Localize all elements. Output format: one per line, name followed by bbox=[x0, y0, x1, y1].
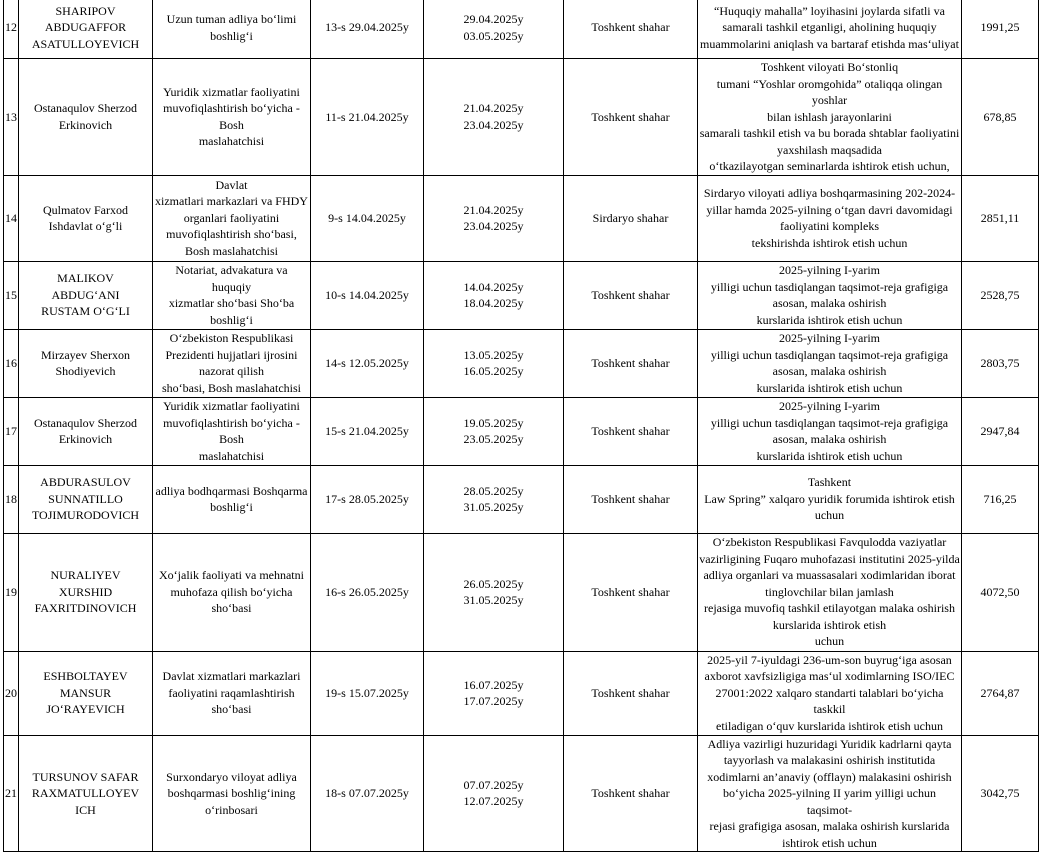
trip-dates-cell bbox=[424, 533, 564, 651]
table-body bbox=[4, 0, 1039, 852]
order-number-date-cell bbox=[311, 735, 424, 852]
trip-purpose-cell bbox=[698, 261, 962, 329]
order-number-date-cell bbox=[311, 651, 424, 735]
trip-purpose: 2025-yilning I-yarim yilligi uchun tasdiqlangan taqsimot-reja grafigiga asosan, malaka oshirish kurslarida ishtirok etish uchun bbox=[710, 263, 949, 327]
employee-name-cell bbox=[19, 261, 153, 329]
employee-position-cell bbox=[153, 59, 311, 176]
employee-name-cell bbox=[19, 735, 153, 852]
table-row bbox=[4, 0, 1039, 59]
trip-dates-cell bbox=[424, 261, 564, 329]
order-number-date-cell bbox=[311, 533, 424, 651]
row-number-cell bbox=[4, 465, 19, 533]
row-number-cell bbox=[4, 0, 19, 59]
trip-purpose: 2025-yilning I-yarim yilligi uchun tasdiqlangan taqsimot-reja grafigiga asosan, malaka oshirish kurslarida ishtirok etish uchun bbox=[710, 331, 949, 395]
order-number-date: 15-s 21.04.2025y bbox=[325, 423, 409, 438]
employee-position-cell bbox=[153, 651, 311, 735]
trip-expense-amount-cell bbox=[962, 735, 1039, 852]
trip-expense-amount-cell bbox=[962, 533, 1039, 651]
row-number: 17 bbox=[5, 423, 17, 438]
order-number-date-cell bbox=[311, 397, 424, 465]
trip-expense-amount-cell bbox=[962, 0, 1039, 59]
employee-name: SHARIPOV ABDUGAFFOR ASATULLOYEVICH bbox=[31, 3, 140, 51]
trip-dates-cell bbox=[424, 59, 564, 176]
table-row bbox=[4, 59, 1039, 176]
trip-dates: 16.07.2025y 17.07.2025y bbox=[463, 677, 524, 708]
trip-expense-amount: 2764,87 bbox=[980, 685, 1020, 700]
employee-position: Notariat, advakatura va huquqiy xizmatlar sho‘basi Sho‘ba boshlig‘i bbox=[168, 263, 295, 327]
trip-purpose: 2025-yil 7-iyuldagi 236-um-son buyrug‘iga asosan axborot xavfsizligiga mas‘ul xodimlarning ISO/IEC 27001:2022 xalqaro standarti talablari bo‘yicha taskkil etiladigan o‘quv kurslarida ishtirok etish uchun bbox=[704, 652, 955, 733]
employee-name: Ostanaqulov Sherzod Erkinovich bbox=[34, 415, 137, 446]
order-number-date: 19-s 15.07.2025y bbox=[325, 685, 409, 700]
row-number: 13 bbox=[5, 109, 17, 124]
table-row bbox=[4, 397, 1039, 465]
trip-dates-cell bbox=[424, 175, 564, 261]
trip-expense-amount-cell bbox=[962, 397, 1039, 465]
order-number-date: 11-s 21.04.2025y bbox=[325, 109, 409, 124]
employee-position: Surxondaryo viloyat adliya boshqarmasi boshlig‘ining o‘rinbosari bbox=[166, 769, 297, 817]
table-row bbox=[4, 261, 1039, 329]
trip-location: Toshkent shahar bbox=[591, 786, 670, 800]
row-number: 12 bbox=[5, 20, 17, 35]
table-row bbox=[4, 175, 1039, 261]
trip-purpose-cell bbox=[698, 329, 962, 397]
trip-purpose-cell bbox=[698, 59, 962, 176]
trip-purpose-cell bbox=[698, 465, 962, 533]
employee-position-cell bbox=[153, 329, 311, 397]
employee-position-cell bbox=[153, 175, 311, 261]
order-number-date: 14-s 12.05.2025y bbox=[325, 355, 409, 370]
table-row bbox=[4, 735, 1039, 852]
row-number-cell bbox=[4, 329, 19, 397]
trip-expense-amount: 2528,75 bbox=[980, 287, 1020, 302]
trip-dates: 19.05.2025y 23.05.2025y bbox=[463, 415, 524, 446]
trip-expense-amount: 2851,11 bbox=[980, 210, 1020, 225]
trip-expense-amount-cell bbox=[962, 465, 1039, 533]
trip-location-cell bbox=[564, 465, 698, 533]
employee-name-cell bbox=[19, 397, 153, 465]
row-number-cell bbox=[4, 59, 19, 176]
trip-location: Toshkent shahar bbox=[591, 287, 670, 302]
trip-purpose: Tashkent Law Spring” xalqaro yuridik forumida ishtirok etish uchun bbox=[704, 475, 955, 523]
employee-position: Davlat xizmatlari markazlari faoliyatini raqamlashtirish sho‘basi bbox=[162, 669, 301, 717]
trip-location-cell bbox=[564, 175, 698, 261]
row-number: 16 bbox=[5, 355, 17, 370]
business-trip-table bbox=[3, 0, 1039, 852]
trip-location: Toshkent shahar bbox=[591, 20, 670, 35]
trip-dates: 07.07.2025y 12.07.2025y bbox=[463, 777, 524, 809]
trip-dates-cell bbox=[424, 329, 564, 397]
trip-location: Toshkent shahar bbox=[591, 685, 670, 700]
employee-name-cell bbox=[19, 329, 153, 397]
trip-purpose: Adliya vazirligi huzuridagi Yuridik kadrlarni qayta tayyorlash va malakasini oshirish institutida xodimlarni an’anaviy (offlayn) malakasini oshirish bo‘yicha 2025-yilning II yarim yilligi uchun taqsimot- rejasi grafigiga asosan, malaka oshirish kurslarida ishtirok etish uchun bbox=[707, 736, 952, 850]
trip-dates-cell bbox=[424, 465, 564, 533]
order-number-date: 17-s 28.05.2025y bbox=[325, 491, 409, 506]
row-number-cell bbox=[4, 397, 19, 465]
trip-dates: 29.04.2025y 03.05.2025y bbox=[463, 12, 524, 43]
row-number: 21 bbox=[5, 786, 17, 800]
trip-expense-amount-cell bbox=[962, 59, 1039, 176]
order-number-date: 18-s 07.07.2025y bbox=[325, 786, 409, 800]
trip-dates-cell bbox=[424, 651, 564, 735]
employee-name-cell bbox=[19, 465, 153, 533]
table-row bbox=[4, 651, 1039, 735]
table-row bbox=[4, 533, 1039, 651]
employee-name-cell bbox=[19, 0, 153, 59]
row-number-cell bbox=[4, 651, 19, 735]
employee-name-cell bbox=[19, 175, 153, 261]
trip-location: Toshkent shahar bbox=[591, 491, 670, 506]
employee-name: Qulmatov Farxod Ishdavlat o‘g‘li bbox=[43, 202, 128, 233]
trip-purpose-cell bbox=[698, 735, 962, 852]
table-row bbox=[4, 465, 1039, 533]
employee-position-cell bbox=[153, 0, 311, 59]
order-number-date-cell bbox=[311, 59, 424, 176]
employee-position-cell bbox=[153, 397, 311, 465]
trip-dates: 14.04.2025y 18.04.2025y bbox=[463, 279, 524, 310]
trip-expense-amount-cell bbox=[962, 651, 1039, 735]
row-number-cell bbox=[4, 175, 19, 261]
row-number-cell bbox=[4, 735, 19, 852]
trip-location-cell bbox=[564, 261, 698, 329]
trip-expense-amount: 3042,75 bbox=[980, 786, 1020, 800]
employee-name-cell bbox=[19, 533, 153, 651]
trip-dates: 28.05.2025y 31.05.2025y bbox=[463, 483, 524, 514]
trip-purpose-cell bbox=[698, 533, 962, 651]
trip-expense-amount: 2947,84 bbox=[980, 423, 1020, 438]
employee-name-cell bbox=[19, 59, 153, 176]
employee-position-cell bbox=[153, 465, 311, 533]
order-number-date-cell bbox=[311, 0, 424, 59]
trip-location-cell bbox=[564, 329, 698, 397]
row-number-cell bbox=[4, 533, 19, 651]
trip-purpose-cell bbox=[698, 651, 962, 735]
row-number: 20 bbox=[5, 685, 17, 700]
trip-dates-cell bbox=[424, 735, 564, 852]
employee-position: Davlat xizmatlari markazlari va FHDY organlari faoliyatini muvofiqlashtirish sho‘basi, Bosh maslahatchisi bbox=[155, 177, 308, 258]
row-number: 14 bbox=[5, 210, 17, 225]
order-number-date: 9-s 14.04.2025y bbox=[328, 210, 406, 225]
trip-dates: 26.05.2025y 31.05.2025y bbox=[463, 576, 524, 607]
order-number-date: 10-s 14.04.2025y bbox=[325, 287, 409, 302]
order-number-date: 13-s 29.04.2025y bbox=[325, 20, 409, 35]
order-number-date-cell bbox=[311, 329, 424, 397]
order-number-date: 16-s 26.05.2025y bbox=[325, 584, 409, 599]
trip-location: Toshkent shahar bbox=[591, 423, 670, 438]
trip-dates: 21.04.2025y 23.04.2025y bbox=[463, 202, 524, 233]
trip-purpose-cell bbox=[698, 175, 962, 261]
table-row bbox=[4, 329, 1039, 397]
employee-name: Ostanaqulov Sherzod Erkinovich bbox=[34, 101, 137, 132]
row-number: 15 bbox=[5, 287, 17, 302]
trip-location: Sirdaryo shahar bbox=[592, 210, 669, 225]
trip-location-cell bbox=[564, 397, 698, 465]
trip-location-cell bbox=[564, 0, 698, 59]
trip-dates-cell bbox=[424, 397, 564, 465]
trip-purpose: Toshkent viloyati Bo‘stonliq tumani “Yoshlar oromgohida” otaliqqa olingan yoshlar bilan ishlash jarayonlarini samarali tashkil etish va bu borada shtablar faoliyatini yaxshilash maqsadida o‘tkazilayotgan seminarlarda ishtirok etish uchun, bbox=[699, 60, 960, 173]
employee-name: NURALIYEV XURSHID FAXRITDINOVICH bbox=[34, 568, 137, 616]
employee-position: Yuridik xizmatlar faoliyatini muvofiqlashtirish bo‘yicha - Bosh maslahatchisi bbox=[163, 84, 300, 149]
trip-expense-amount: 4072,50 bbox=[980, 584, 1020, 599]
employee-name: MALIKOV ABDUG‘ANI RUSTAM O‘G‘LI bbox=[41, 271, 130, 319]
employee-position-cell bbox=[153, 533, 311, 651]
employee-position: Uzun tuman adliya bo‘limi boshlig‘i bbox=[166, 12, 297, 43]
trip-expense-amount: 2803,75 bbox=[980, 355, 1020, 370]
trip-dates-cell bbox=[424, 0, 564, 59]
trip-expense-amount: 716,25 bbox=[983, 491, 1017, 506]
trip-location: Toshkent shahar bbox=[591, 584, 670, 599]
employee-position-cell bbox=[153, 261, 311, 329]
employee-name: TURSUNOV SAFAR RAXMATULLOYEV ICH bbox=[31, 769, 140, 817]
order-number-date-cell bbox=[311, 175, 424, 261]
employee-name: ESHBOLTAYEV MANSUR JO‘RAYEVICH bbox=[43, 669, 128, 717]
row-number: 18 bbox=[5, 491, 17, 506]
row-number-cell bbox=[4, 261, 19, 329]
order-number-date-cell bbox=[311, 261, 424, 329]
employee-position: Yuridik xizmatlar faoliyatini muvofiqlashtirish bo‘yicha - Bosh maslahatchisi bbox=[163, 399, 300, 463]
employee-name: Mirzayev Sherxon Shodiyevich bbox=[41, 347, 130, 378]
trip-expense-amount: 678,85 bbox=[983, 109, 1017, 124]
row-number: 19 bbox=[5, 584, 17, 599]
trip-purpose: Sirdaryo viloyati adliya boshqarmasining 202-2024- yillar hamda 2025-yilning o‘tgan davri davomidagi faoliyatini kompleks tekshirishda ishtirok etish uchun bbox=[703, 186, 956, 250]
trip-purpose: “Huquqiy mahalla” loyihasini joylarda sifatli va samarali tashkil etganligi, aholining huquqiy muammolarini aniqlash va bartaraf etishda mas‘uliyat bbox=[700, 3, 959, 51]
trip-location: Toshkent shahar bbox=[591, 109, 670, 124]
trip-expense-amount-cell bbox=[962, 329, 1039, 397]
order-number-date-cell bbox=[311, 465, 424, 533]
trip-location-cell bbox=[564, 533, 698, 651]
trip-location-cell bbox=[564, 59, 698, 176]
trip-purpose-cell bbox=[698, 0, 962, 59]
trip-purpose: O‘zbekiston Respublikasi Favqulodda vaziyatlar vazirligining Fuqaro muhofazasi institutini 2025-yilda adliya organlari va muassasalari xodimlaridan iborat tinglovchilar bilan jamlash rejasiga muvofiq tashkil etilayotgan malaka oshirish kurslarida ishtirok etish uchun bbox=[699, 535, 960, 649]
employee-name-cell bbox=[19, 651, 153, 735]
trip-expense-amount-cell bbox=[962, 175, 1039, 261]
employee-position: Xo‘jalik faoliyati va mehnatni muhofaza qilish bo‘yicha sho‘basi bbox=[159, 568, 304, 616]
trip-expense-amount: 1991,25 bbox=[980, 20, 1020, 35]
trip-purpose-cell bbox=[698, 397, 962, 465]
trip-location-cell bbox=[564, 651, 698, 735]
employee-position: O‘zbekiston Respublikasi Prezidenti hujjatlari ijrosini nazorat qilish sho‘basi, Bosh maslahatchisi bbox=[162, 331, 301, 395]
employee-name: ABDURASULOV SUNNATILLO TOJIMURODOVICH bbox=[31, 475, 140, 523]
trip-location-cell bbox=[564, 735, 698, 852]
trip-dates: 21.04.2025y 23.04.2025y bbox=[463, 101, 524, 132]
employee-position-cell bbox=[153, 735, 311, 852]
employee-position: adliya bodhqarmasi Boshqarma boshlig‘i bbox=[155, 483, 308, 514]
trip-location: Toshkent shahar bbox=[591, 355, 670, 370]
trip-purpose: 2025-yilning I-yarim yilligi uchun tasdiqlangan taqsimot-reja grafigiga asosan, malaka oshirish kurslarida ishtirok etish uchun bbox=[710, 399, 949, 463]
trip-dates: 13.05.2025y 16.05.2025y bbox=[463, 347, 524, 378]
trip-expense-amount-cell bbox=[962, 261, 1039, 329]
